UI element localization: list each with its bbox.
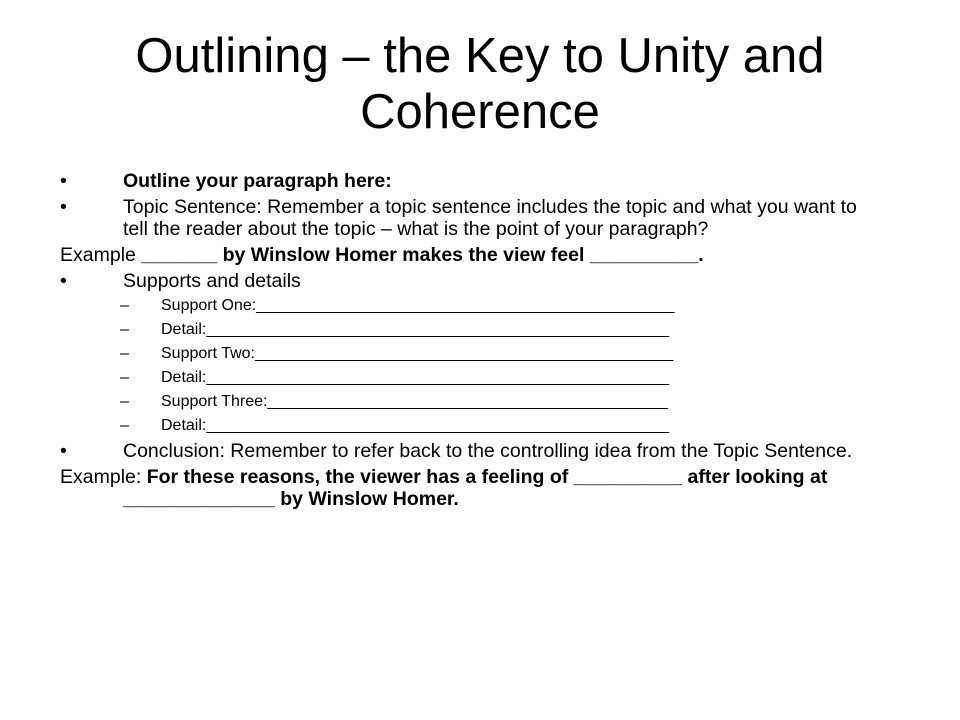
dash-icon: – bbox=[120, 345, 129, 362]
dash-icon: – bbox=[120, 393, 129, 410]
bullet-supports bbox=[60, 270, 880, 292]
bullet-icon: • bbox=[60, 270, 67, 292]
sub-item-text: Support Two:_______________________________________________ bbox=[161, 345, 674, 362]
bullet-icon: • bbox=[60, 170, 67, 192]
topic-sentence-text: Topic Sentence: Remember a topic sentence includes the topic and what you want to tell the reader about the topic – what is the point of your paragraph? bbox=[123, 196, 857, 240]
slide-title: Outlining – the Key to Unity and Coherence bbox=[135, 29, 825, 139]
outline-heading: Outline your paragraph here: bbox=[123, 170, 392, 192]
example-topic-text: _______ by Winslow Homer makes the view feel __________. bbox=[141, 244, 704, 266]
sub-item-support-three bbox=[60, 392, 880, 411]
sub-item-text: Support Three:_____________________________________________ bbox=[161, 393, 668, 410]
sub-item-text: Detail:____________________________________________________ bbox=[161, 369, 670, 386]
example-conclusion bbox=[60, 466, 880, 510]
sub-item-detail-three bbox=[60, 416, 880, 435]
sub-item-detail-two bbox=[60, 368, 880, 387]
dash-icon: – bbox=[120, 417, 129, 434]
bullet-icon: • bbox=[60, 440, 67, 462]
example-label: Example: bbox=[60, 466, 147, 488]
sub-item-support-one bbox=[60, 296, 880, 315]
conclusion-text: Conclusion: Remember to refer back to the controlling idea from the Topic Sentence. bbox=[123, 440, 853, 462]
sub-item-text: Support One:_______________________________________________ bbox=[161, 297, 675, 314]
bullet-icon: • bbox=[60, 196, 67, 218]
sub-item-support-two bbox=[60, 344, 880, 363]
bullet-conclusion bbox=[60, 440, 880, 462]
example-label: Example bbox=[60, 244, 142, 266]
example-topic bbox=[60, 244, 880, 266]
sub-item-detail-one bbox=[60, 320, 880, 339]
sub-item-text: Detail:____________________________________________________ bbox=[161, 417, 670, 434]
example-conclusion-text: For these reasons, the viewer has a feeling of __________ after looking at ______________ by Winslow Homer. bbox=[123, 466, 828, 510]
sub-item-text: Detail:____________________________________________________ bbox=[161, 321, 670, 338]
dash-icon: – bbox=[120, 321, 129, 338]
dash-icon: – bbox=[120, 369, 129, 386]
bullet-topic-sentence bbox=[60, 196, 880, 240]
bullet-outline bbox=[60, 170, 880, 192]
dash-icon: – bbox=[120, 297, 129, 314]
slide-body bbox=[60, 170, 880, 514]
supports-heading: Supports and details bbox=[123, 270, 301, 292]
